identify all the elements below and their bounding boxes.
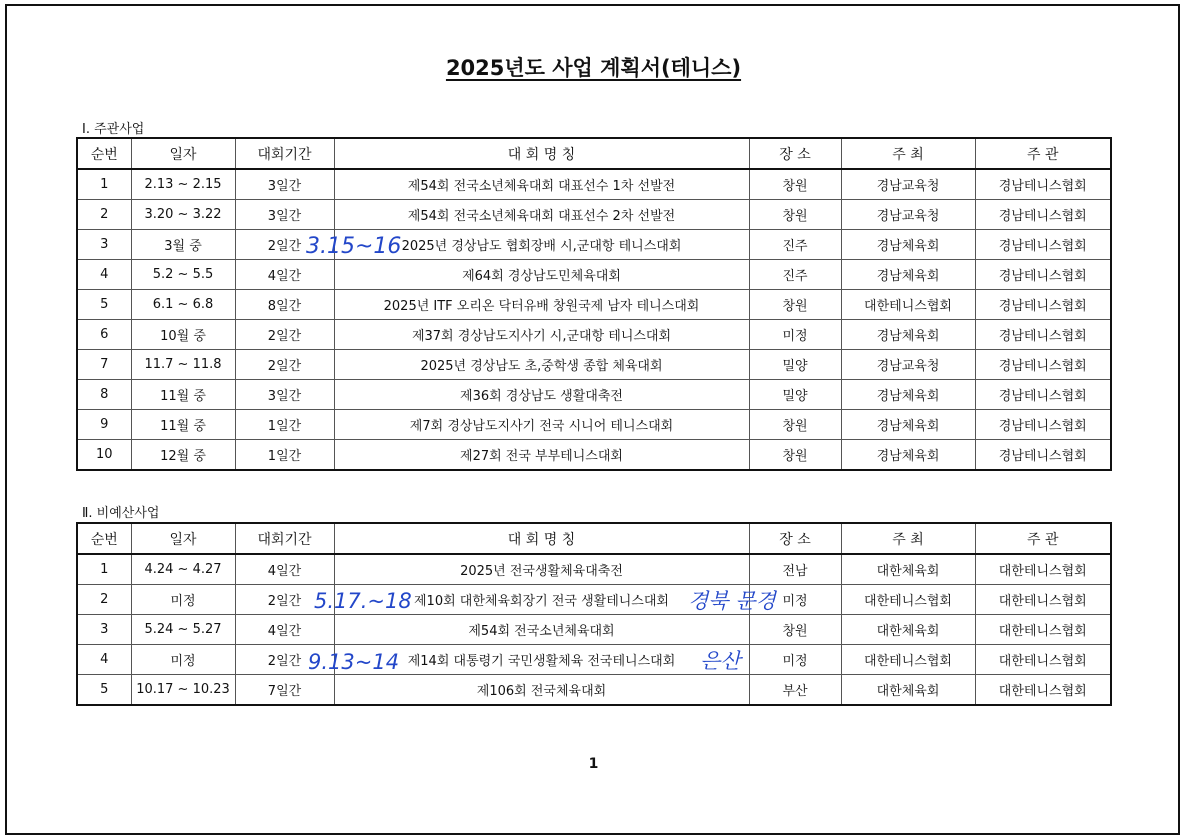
cell-organizer: 경남테니스협회 <box>975 260 1111 290</box>
cell-event-name: 제54회 전국소년체육대회 <box>334 615 749 645</box>
cell-venue: 밀양 <box>749 350 841 380</box>
cell-host: 경남체육회 <box>841 260 975 290</box>
cell-host: 경남체육회 <box>841 380 975 410</box>
cell-duration: 4일간 <box>235 615 334 645</box>
cell-event-name: 제54회 전국소년체육대회 대표선수 1차 선발전 <box>334 169 749 200</box>
cell-venue: 창원 <box>749 169 841 200</box>
cell-venue: 밀양 <box>749 380 841 410</box>
header-venue: 장 소 <box>749 138 841 169</box>
table-row <box>77 230 1111 260</box>
header-host: 주 최 <box>841 138 975 169</box>
cell-date: 11월 중 <box>131 380 235 410</box>
cell-duration: 2일간 <box>235 320 334 350</box>
handwritten-note-venue-1: 경북 문경 <box>688 589 776 613</box>
table-header-row <box>77 138 1111 169</box>
header-duration: 대회기간 <box>235 138 334 169</box>
cell-date: 3.20 ~ 3.22 <box>131 200 235 230</box>
cell-duration: 1일간 <box>235 440 334 471</box>
header-duration: 대회기간 <box>235 523 334 554</box>
cell-event-name: 제27회 전국 부부테니스대회 <box>334 440 749 471</box>
non-budget-events-table <box>76 522 1112 706</box>
cell-host: 대한테니스협회 <box>841 290 975 320</box>
main-events-table <box>76 137 1112 471</box>
table-row <box>77 615 1111 645</box>
cell-event-name: 제37회 경상남도지사기 시,군대항 테니스대회 <box>334 320 749 350</box>
handwritten-note-date-3: 9.13~14 <box>308 650 400 674</box>
cell-host: 경남체육회 <box>841 440 975 471</box>
cell-venue: 창원 <box>749 290 841 320</box>
table-row <box>77 200 1111 230</box>
cell-venue: 창원 <box>749 615 841 645</box>
header-organizer: 주 관 <box>975 523 1111 554</box>
section-1-heading: Ⅰ. 주관사업 <box>82 122 145 137</box>
cell-duration: 3일간 <box>235 200 334 230</box>
table-row <box>77 290 1111 320</box>
cell-organizer: 대한테니스협회 <box>975 645 1111 675</box>
cell-organizer: 경남테니스협회 <box>975 410 1111 440</box>
cell-duration: 8일간 <box>235 290 334 320</box>
header-number: 순번 <box>77 138 131 169</box>
cell-duration: 2일간 <box>235 645 334 675</box>
handwritten-note-date-1: 3.15~16 <box>306 234 402 259</box>
table-row <box>77 675 1111 706</box>
document-title: 2025년도 사업 계획서(테니스) <box>445 56 742 80</box>
cell-duration: 2일간 <box>235 230 334 260</box>
cell-number: 8 <box>77 380 131 410</box>
cell-organizer: 경남테니스협회 <box>975 350 1111 380</box>
cell-event-name: 제10회 대한체육회장기 전국 생활테니스대회 <box>334 585 749 615</box>
cell-number: 2 <box>77 200 131 230</box>
cell-host: 대한체육회 <box>841 615 975 645</box>
cell-date: 4.24 ~ 4.27 <box>131 554 235 585</box>
cell-number: 4 <box>77 260 131 290</box>
table-row <box>77 169 1111 200</box>
cell-host: 경남체육회 <box>841 410 975 440</box>
table-row <box>77 320 1111 350</box>
cell-date: 5.24 ~ 5.27 <box>131 615 235 645</box>
cell-host: 경남교육청 <box>841 350 975 380</box>
cell-venue: 창원 <box>749 410 841 440</box>
cell-number: 5 <box>77 675 131 706</box>
cell-organizer: 경남테니스협회 <box>975 440 1111 471</box>
cell-date: 5.2 ~ 5.5 <box>131 260 235 290</box>
cell-number: 6 <box>77 320 131 350</box>
cell-date: 미정 <box>131 645 235 675</box>
cell-organizer: 대한테니스협회 <box>975 554 1111 585</box>
cell-organizer: 대한테니스협회 <box>975 675 1111 706</box>
cell-host: 대한체육회 <box>841 675 975 706</box>
cell-venue: 미정 <box>749 585 841 615</box>
header-event-name: 대 회 명 칭 <box>334 138 749 169</box>
cell-venue: 미정 <box>749 645 841 675</box>
cell-duration: 2일간 <box>235 350 334 380</box>
cell-duration: 2일간 <box>235 585 334 615</box>
cell-event-name: 2025년 경상남도 협회장배 시,군대항 테니스대회 <box>334 230 749 260</box>
cell-organizer: 대한테니스협회 <box>975 615 1111 645</box>
cell-event-name: 2025년 전국생활체육대축전 <box>334 554 749 585</box>
cell-event-name: 제36회 경상남도 생활대축전 <box>334 380 749 410</box>
cell-number: 1 <box>77 554 131 585</box>
cell-event-name: 제7회 경상남도지사기 전국 시니어 테니스대회 <box>334 410 749 440</box>
cell-host: 경남체육회 <box>841 230 975 260</box>
cell-date: 10월 중 <box>131 320 235 350</box>
cell-venue: 전남 <box>749 554 841 585</box>
cell-number: 3 <box>77 615 131 645</box>
table-row <box>77 260 1111 290</box>
cell-number: 9 <box>77 410 131 440</box>
cell-host: 대한테니스협회 <box>841 585 975 615</box>
cell-number: 1 <box>77 169 131 200</box>
table-row <box>77 380 1111 410</box>
cell-date: 미정 <box>131 585 235 615</box>
cell-duration: 3일간 <box>235 380 334 410</box>
cell-number: 7 <box>77 350 131 380</box>
cell-venue: 부산 <box>749 675 841 706</box>
cell-number: 5 <box>77 290 131 320</box>
cell-date: 3월 중 <box>131 230 235 260</box>
handwritten-note-venue-2: 은산 <box>700 649 741 673</box>
table-row <box>77 585 1111 615</box>
table-row <box>77 350 1111 380</box>
cell-host: 경남체육회 <box>841 320 975 350</box>
table-row <box>77 440 1111 471</box>
cell-host: 대한체육회 <box>841 554 975 585</box>
cell-date: 11월 중 <box>131 410 235 440</box>
cell-venue: 창원 <box>749 440 841 471</box>
header-event-name: 대 회 명 칭 <box>334 523 749 554</box>
cell-event-name: 제54회 전국소년체육대회 대표선수 2차 선발전 <box>334 200 749 230</box>
cell-duration: 7일간 <box>235 675 334 706</box>
cell-number: 2 <box>77 585 131 615</box>
cell-event-name: 제14회 대통령기 국민생활체육 전국테니스대회 <box>334 645 749 675</box>
cell-host: 경남교육청 <box>841 169 975 200</box>
cell-venue: 진주 <box>749 230 841 260</box>
cell-organizer: 경남테니스협회 <box>975 290 1111 320</box>
cell-date: 10.17 ~ 10.23 <box>131 675 235 706</box>
cell-number: 3 <box>77 230 131 260</box>
table-row <box>77 410 1111 440</box>
cell-venue: 미정 <box>749 320 841 350</box>
cell-event-name: 제64회 경상남도민체육대회 <box>334 260 749 290</box>
cell-duration: 1일간 <box>235 410 334 440</box>
header-number: 순번 <box>77 523 131 554</box>
table-header-row <box>77 523 1111 554</box>
header-date: 일자 <box>131 523 235 554</box>
header-host: 주 최 <box>841 523 975 554</box>
cell-duration: 4일간 <box>235 554 334 585</box>
cell-date: 11.7 ~ 11.8 <box>131 350 235 380</box>
cell-date: 12월 중 <box>131 440 235 471</box>
cell-venue: 창원 <box>749 200 841 230</box>
cell-venue: 진주 <box>749 260 841 290</box>
cell-organizer: 경남테니스협회 <box>975 320 1111 350</box>
cell-duration: 4일간 <box>235 260 334 290</box>
cell-event-name: 2025년 ITF 오리온 닥터유배 창원국제 남자 테니스대회 <box>334 290 749 320</box>
cell-host: 대한테니스협회 <box>841 645 975 675</box>
cell-organizer: 경남테니스협회 <box>975 169 1111 200</box>
header-organizer: 주 관 <box>975 138 1111 169</box>
page-number: 1 <box>588 756 599 772</box>
cell-event-name: 2025년 경상남도 초,중학생 종합 체육대회 <box>334 350 749 380</box>
cell-organizer: 대한테니스협회 <box>975 585 1111 615</box>
cell-organizer: 경남테니스협회 <box>975 230 1111 260</box>
cell-date: 2.13 ~ 2.15 <box>131 169 235 200</box>
cell-number: 4 <box>77 645 131 675</box>
cell-event-name: 제106회 전국체육대회 <box>334 675 749 706</box>
header-date: 일자 <box>131 138 235 169</box>
cell-host: 경남교육청 <box>841 200 975 230</box>
cell-organizer: 경남테니스협회 <box>975 380 1111 410</box>
cell-organizer: 경남테니스협회 <box>975 200 1111 230</box>
table-row <box>77 645 1111 675</box>
cell-number: 10 <box>77 440 131 471</box>
cell-duration: 3일간 <box>235 169 334 200</box>
cell-date: 6.1 ~ 6.8 <box>131 290 235 320</box>
table-row <box>77 554 1111 585</box>
handwritten-note-date-2: 5.17.~18 <box>314 589 412 613</box>
header-venue: 장 소 <box>749 523 841 554</box>
section-2-heading: Ⅱ. 비예산사업 <box>82 506 160 521</box>
